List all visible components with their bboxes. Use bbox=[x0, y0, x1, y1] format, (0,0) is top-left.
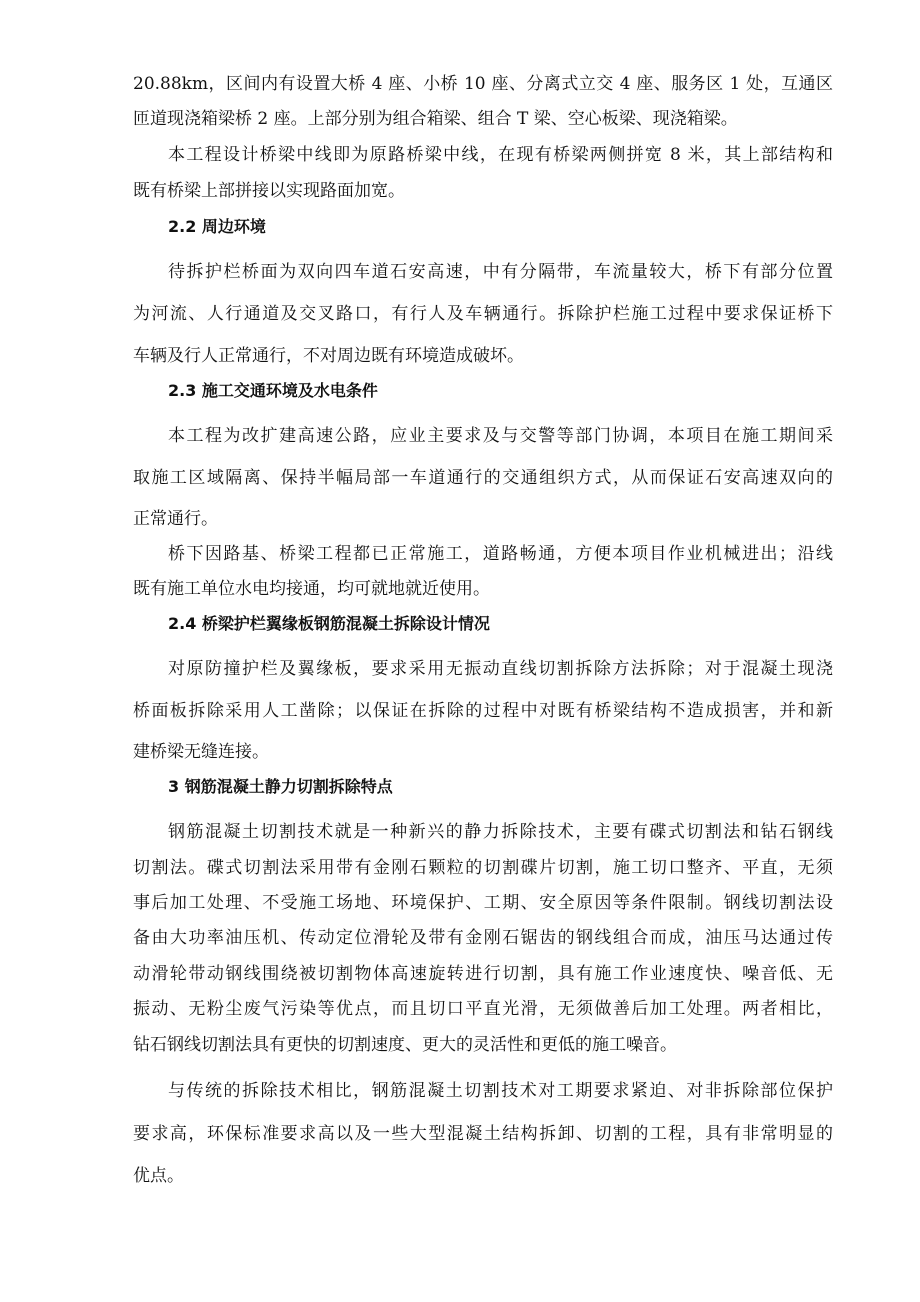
paragraph-line: 备由大功率油压机、传动定位滑轮及带有金刚石锯齿的钢线组合而成，油压马达通过传 bbox=[133, 928, 833, 948]
paragraph-line: 钢筋混凝土切割技术就是一种新兴的静力拆除技术，主要有碟式切割法和钻石钢线 bbox=[168, 822, 833, 842]
paragraph-line: 20.88km，区间内有设置大桥 4 座、小桥 10 座、分离式立交 4 座、服务区 1 处，互通区 bbox=[133, 74, 833, 94]
section-heading-2-4: 2.4 桥梁护栏翼缘板钢筋混凝土拆除设计情况 bbox=[168, 614, 490, 633]
paragraph-line: 为河流、人行通道及交叉路口，有行人及车辆通行。拆除护栏施工过程中要求保证桥下 bbox=[133, 304, 833, 324]
paragraph-line: 要求高，环保标准要求高以及一些大型混凝土结构拆卸、切割的工程，具有非常明显的 bbox=[133, 1124, 833, 1144]
paragraph-line: 与传统的拆除技术相比，钢筋混凝土切割技术对工期要求紧迫、对非拆除部位保护 bbox=[168, 1081, 833, 1101]
paragraph-line: 车辆及行人正常通行，不对周边既有环境造成破坏。 bbox=[133, 346, 524, 366]
section-heading-2-3: 2.3 施工交通环境及水电条件 bbox=[168, 381, 378, 400]
paragraph-line: 桥下因路基、桥梁工程都已正常施工，道路畅通，方便本项目作业机械进出；沿线 bbox=[168, 544, 833, 564]
paragraph-line: 本工程设计桥梁中线即为原路桥梁中线，在现有桥梁两侧拼宽 8 米，其上部结构和 bbox=[168, 145, 833, 165]
paragraph-line: 本工程为改扩建高速公路，应业主要求及与交警等部门协调，本项目在施工期间采 bbox=[168, 426, 833, 446]
paragraph-line: 对原防撞护栏及翼缘板，要求采用无振动直线切割拆除方法拆除；对于混凝土现浇 bbox=[168, 659, 833, 679]
section-heading-3: 3 钢筋混凝土静力切割拆除特点 bbox=[168, 777, 393, 796]
paragraph-line: 匝道现浇箱梁桥 2 座。上部分别为组合箱梁、组合 T 梁、空心板梁、现浇箱梁。 bbox=[133, 109, 738, 129]
paragraph-line: 切割法。碟式切割法采用带有金刚石颗粒的切割碟片切割，施工切口整齐、平直，无须 bbox=[133, 858, 833, 878]
paragraph-line: 钻石钢线切割法具有更快的切割速度、更大的灵活性和更低的施工噪音。 bbox=[133, 1035, 677, 1055]
paragraph-line: 优点。 bbox=[133, 1166, 184, 1186]
paragraph-line: 建桥梁无缝连接。 bbox=[133, 742, 269, 762]
paragraph-line: 既有桥梁上部拼接以实现路面加宽。 bbox=[133, 181, 405, 201]
paragraph-line: 桥面板拆除采用人工凿除；以保证在拆除的过程中对既有桥梁结构不造成损害，并和新 bbox=[133, 701, 833, 721]
paragraph-line: 待拆护栏桥面为双向四车道石安高速，中有分隔带，车流量较大，桥下有部分位置 bbox=[168, 262, 833, 282]
paragraph-line: 振动、无粉尘废气污染等优点，而且切口平直光滑，无须做善后加工处理。两者相比， bbox=[133, 999, 833, 1019]
paragraph-line: 正常通行。 bbox=[133, 509, 218, 529]
paragraph-line: 既有施工单位水电均接通，均可就地就近使用。 bbox=[133, 579, 490, 599]
section-heading-2-2: 2.2 周边环境 bbox=[168, 217, 266, 236]
paragraph-line: 事后加工处理、不受施工场地、环境保护、工期、安全原因等条件限制。钢线切割法设 bbox=[133, 893, 833, 913]
paragraph-line: 动滑轮带动钢线围绕被切割物体高速旋转进行切割，具有施工作业速度快、噪音低、无 bbox=[133, 964, 833, 984]
paragraph-line: 取施工区域隔离、保持半幅局部一车道通行的交通组织方式，从而保证石安高速双向的 bbox=[133, 468, 833, 488]
